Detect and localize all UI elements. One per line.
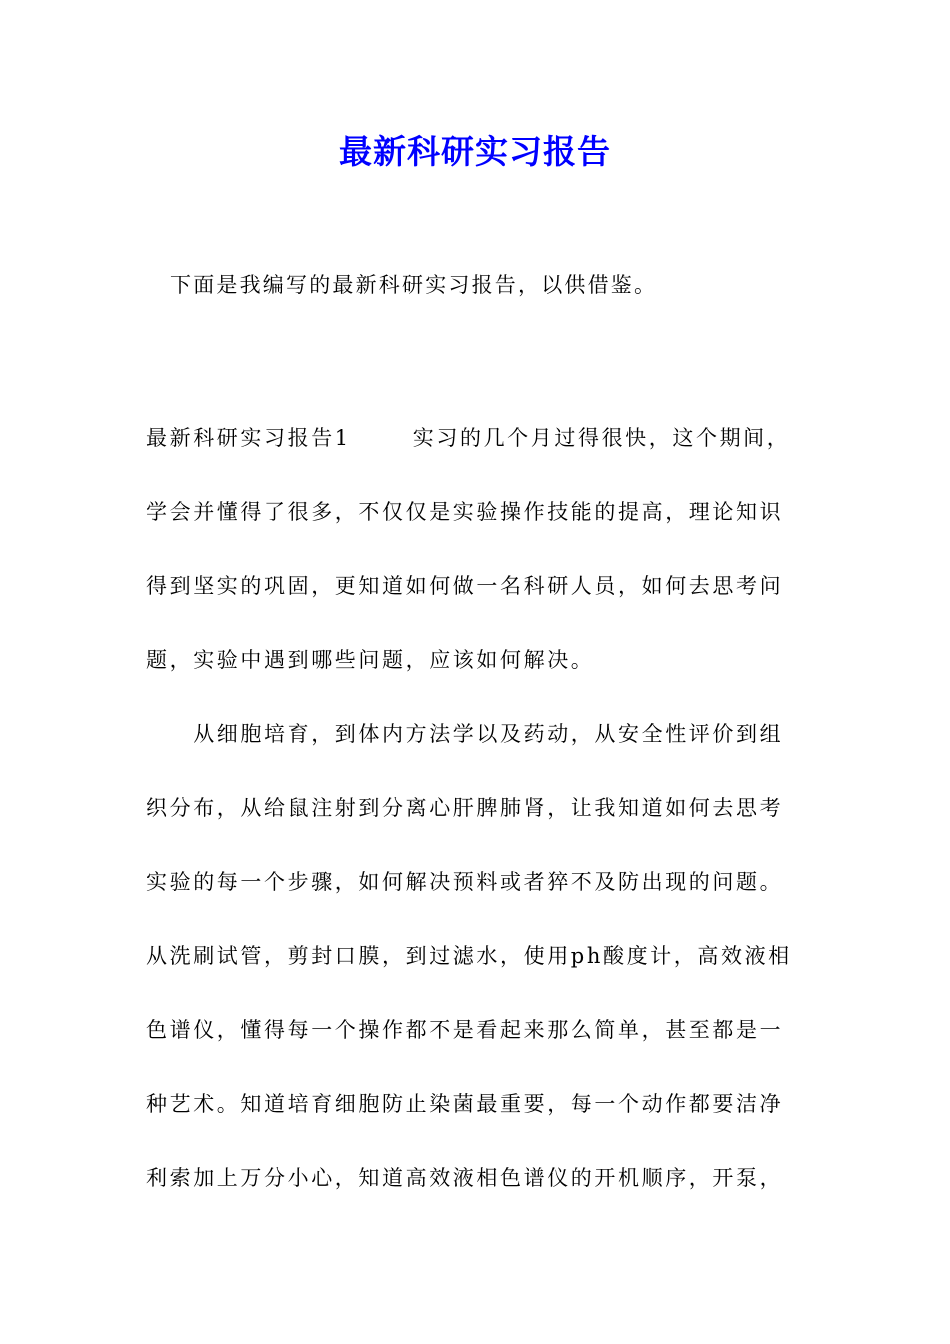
body-line-8: 从洗刷试管，剪封口膜，到过滤水，使用ph酸度计，高效液相 — [146, 944, 792, 968]
body-line-6: 织分布，从给鼠注射到分离心肝脾肺肾，让我知道如何去思考 — [146, 796, 784, 820]
body-line-9: 色谱仪，懂得每一个操作都不是看起来那么简单，甚至都是一 — [146, 1018, 784, 1042]
body-line-4: 题，实验中遇到哪些问题，应该如何解决。 — [146, 648, 595, 672]
body-line-3: 得到坚实的巩固，更知道如何做一名科研人员，如何去思考问 — [146, 574, 784, 598]
body-line-2: 学会并懂得了很多，不仅仅是实验操作技能的提高，理论知识 — [146, 500, 784, 524]
report-body — [146, 410, 826, 1224]
intro-paragraph: 下面是我编写的最新科研实习报告，以供借鉴。 — [170, 273, 658, 297]
body-line-1 — [146, 410, 826, 484]
body-line-1-text: 实习的几个月过得很快，这个期间， — [412, 426, 791, 450]
body-line-10: 种艺术。知道培育细胞防止染菌最重要，每一个动作都要洁净 — [146, 1092, 784, 1116]
body-line-7: 实验的每一个步骤，如何解决预料或者猝不及防出现的问题。 — [146, 870, 784, 894]
page-title: 最新科研实习报告 — [339, 132, 611, 171]
body-line-5: 从细胞培育，到体内方法学以及药动，从安全性评价到组 — [146, 722, 784, 746]
section-heading: 最新科研实习报告1 — [146, 426, 351, 450]
body-line-11: 利索加上万分小心，知道高效液相色谱仪的开机顺序，开泵， — [146, 1166, 784, 1190]
